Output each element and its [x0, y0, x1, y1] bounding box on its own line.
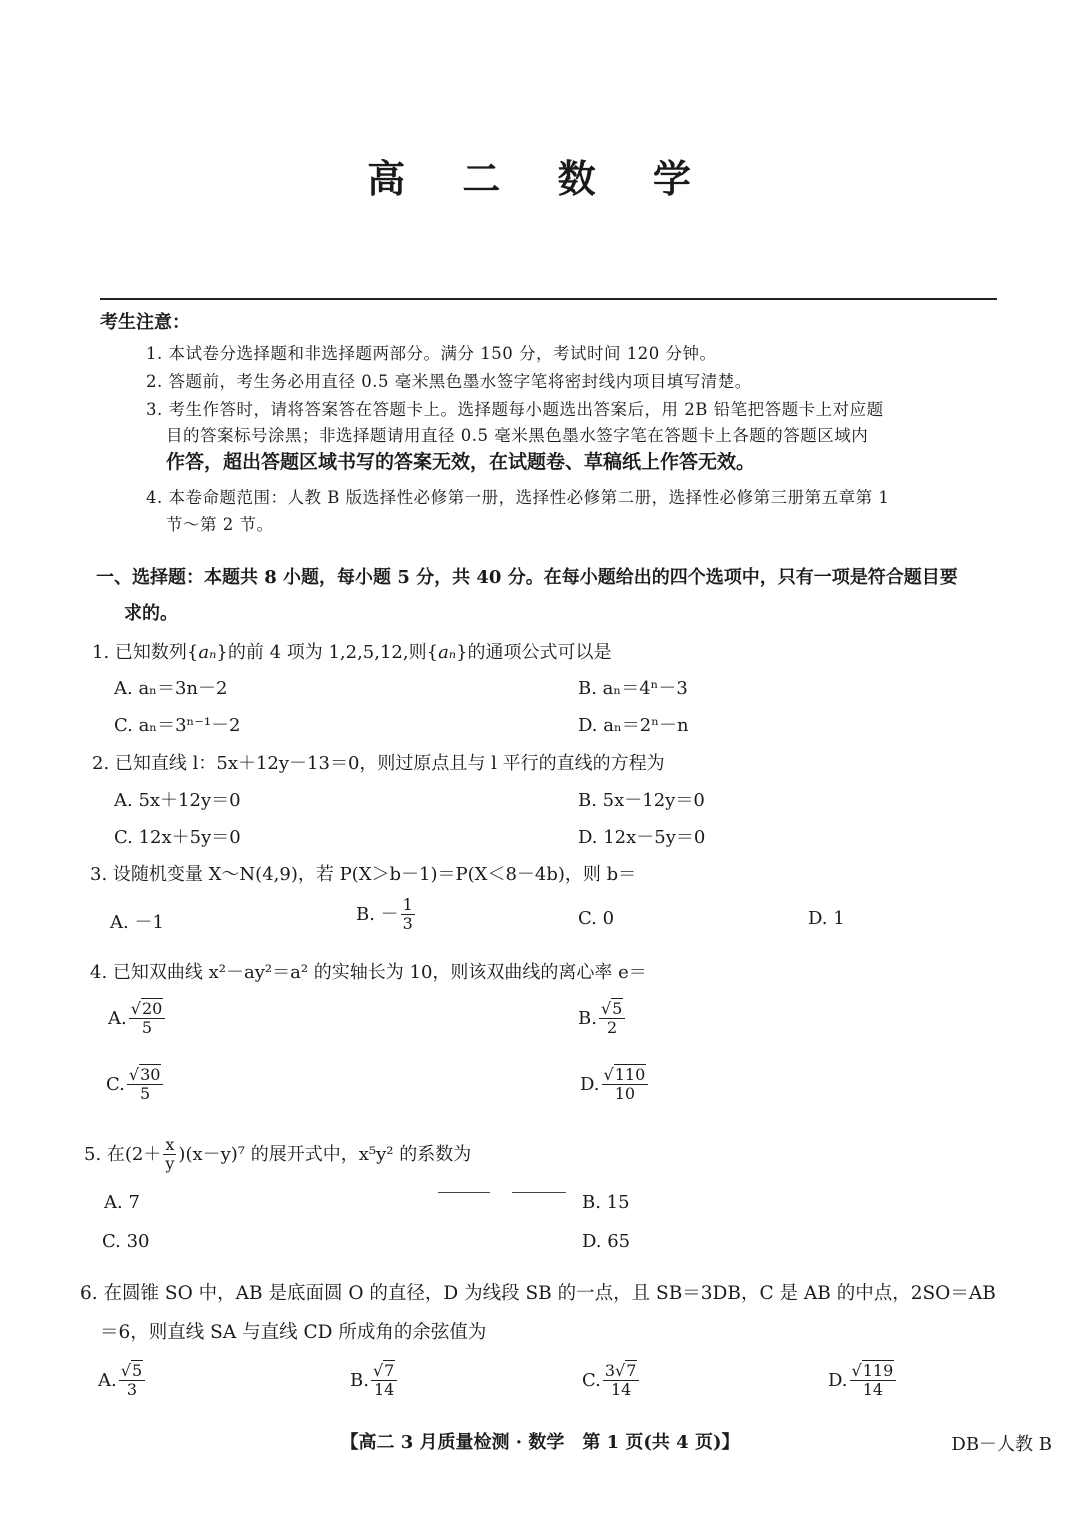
notice-item-4-cont: 节～第 2 节。 [166, 515, 274, 534]
section-heading: 一、选择题：本题共 8 小题，每小题 5 分，共 40 分。在每小题给出的四个选项中，只有一项是符合题目要 [96, 567, 958, 588]
scan-mark [512, 1192, 566, 1193]
notice-item-3-bold: 作答，超出答题区域书写的答案无效，在试题卷、草稿纸上作答无效。 [166, 451, 756, 473]
question-1-option-c: C. aₙ＝3ⁿ⁻¹－2 [114, 715, 241, 736]
section-heading-cont: 求的。 [124, 603, 178, 624]
question-4-option-d: D. $\frac{√110}{10}$ [580, 1066, 650, 1104]
edition-code: DB－人教 B [951, 1434, 1052, 1455]
notice-item-2: 2. 答题前，考生务必用直径 0.5 毫米黑色墨水签字笔将密封线内项目填写清楚。 [146, 372, 752, 391]
question-3-option-a: A. －1 [110, 912, 164, 933]
question-4-option-c: C. $\frac{√30}{5}$ [106, 1066, 165, 1104]
notice-item-3-cont: 目的答案标号涂黑；非选择题请用直径 0.5 毫米黑色墨水签字笔在答题卡上各题的答题区域内 [166, 426, 869, 445]
question-5-option-b: B. 15 [582, 1192, 630, 1213]
question-5-stem: 5. 在(2＋ $\frac{x}{y}$ )(x－y)⁷ 的展开式中，x⁵y² 的系数为 [84, 1135, 472, 1174]
scan-mark [438, 1192, 490, 1193]
page-footer: 【高二 3 月质量检测 · 数学 第 1 页(共 4 页)】 [340, 1432, 740, 1453]
question-2-option-b: B. 5x－12y＝0 [578, 790, 705, 811]
notice-item-4: 4. 本卷命题范围：人教 B 版选择性必修第一册，选择性必修第二册，选择性必修第三册第五章第 1 [146, 488, 890, 507]
question-3-stem: 3. 设随机变量 X～N(4,9)，若 P(X＞b－1)＝P(X＜8－4b)，则 b＝ [90, 864, 637, 885]
page-title: 高 二 数 学 [367, 156, 713, 201]
question-1-stem: 1. 已知数列{aₙ}的前 4 项为 1,2,5,12,则{aₙ}的通项公式可以是 [92, 642, 612, 663]
question-2-stem: 2. 已知直线 l：5x＋12y－13＝0，则过原点且与 l 平行的直线的方程为 [92, 753, 665, 774]
question-4-option-b: B. $\frac{√5}{2}$ [578, 1000, 627, 1038]
fraction: $\frac{1}{3}$ [402, 895, 413, 934]
question-5-option-a: A. 7 [104, 1192, 140, 1213]
question-3-option-c: C. 0 [578, 908, 615, 929]
question-1-option-a: A. aₙ＝3n－2 [114, 678, 228, 699]
notice-item-1: 1. 本试卷分选择题和非选择题两部分。满分 150 分，考试时间 120 分钟。 [146, 344, 717, 363]
question-4-stem: 4. 已知双曲线 x²－ay²＝a² 的实轴长为 10，则该双曲线的离心率 e＝ [90, 962, 647, 983]
notice-heading: 考生注意： [100, 312, 190, 333]
question-3-option-b: B. － $\frac{1}{3}$ [356, 895, 413, 934]
question-3-option-d: D. 1 [808, 908, 845, 929]
question-6-option-a: A. $\frac{√5}{3}$ [98, 1362, 147, 1400]
question-6-option-d: D. $\frac{√119}{14}$ [828, 1362, 898, 1400]
question-2-option-d: D. 12x－5y＝0 [578, 827, 706, 848]
question-2-option-c: C. 12x＋5y＝0 [114, 827, 241, 848]
question-6-stem-cont: ＝6，则直线 SA 与直线 CD 所成角的余弦值为 [100, 1322, 487, 1343]
question-6-option-b: B. $\frac{√7}{14}$ [350, 1362, 399, 1400]
question-2-option-a: A. 5x＋12y＝0 [114, 790, 241, 811]
question-1-option-b: B. aₙ＝4ⁿ－3 [578, 678, 688, 699]
question-1-option-d: D. aₙ＝2ⁿ－n [578, 715, 689, 736]
question-4-option-a: A. $\frac{√20}{5}$ [108, 1000, 167, 1038]
question-6-option-c: C. $\frac{3√7}{14}$ [582, 1362, 641, 1400]
question-5-option-d: D. 65 [582, 1231, 631, 1252]
question-5-option-c: C. 30 [102, 1231, 150, 1252]
question-6-stem: 6. 在圆锥 SO 中，AB 是底面圆 O 的直径，D 为线段 SB 的一点，且 SB＝3DB，C 是 AB 的中点，2SO＝AB [80, 1283, 996, 1304]
header-rule [100, 298, 997, 300]
notice-item-3: 3. 考生作答时，请将答案答在答题卡上。选择题每小题选出答案后，用 2B 铅笔把答题卡上对应题 [146, 400, 884, 419]
